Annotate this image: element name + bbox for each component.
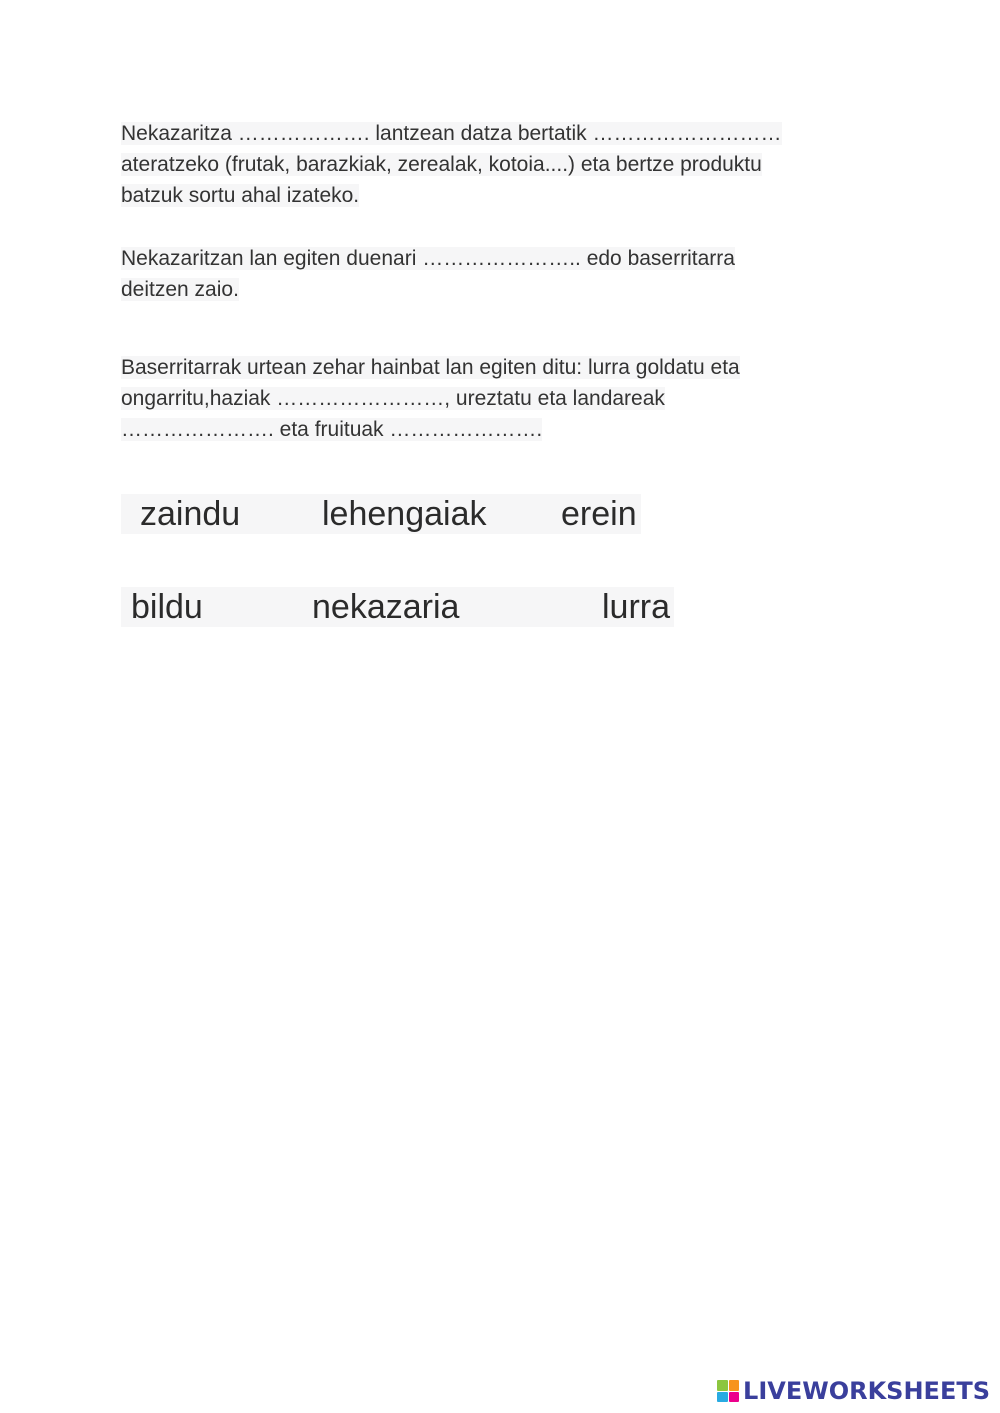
word-bank-item[interactable]: nekazaria <box>312 588 460 626</box>
paragraph-line: deitzen zaio. <box>121 278 239 301</box>
liveworksheets-logo-icon <box>717 1380 739 1402</box>
word-bank-item[interactable]: lurra <box>602 588 671 626</box>
paragraph-line: Nekazaritza ………………. lantzean datza bertatik ……………………… <box>121 122 782 145</box>
paragraph-line: …………………. eta fruituak …………………. <box>121 418 543 441</box>
paragraph-2 <box>121 243 877 305</box>
paragraph-1 <box>121 118 877 211</box>
paragraph-line: batzuk sortu ahal izateko. <box>121 184 360 207</box>
paragraph-line: Baserritarrak urtean zehar hainbat lan egiten ditu: lurra goldatu eta <box>121 356 740 379</box>
word-bank-row-1 <box>121 494 641 534</box>
word-bank-row-2 <box>121 587 674 627</box>
liveworksheets-logo <box>717 1377 990 1405</box>
paragraph-line: Nekazaritzan lan egiten duenari ………………….. edo baserritarra <box>121 247 735 270</box>
paragraph-line: ateratzeko (frutak, barazkiak, zerealak, kotoia....) eta bertze produktu <box>121 153 762 176</box>
paragraph-3 <box>121 352 877 445</box>
word-bank-item[interactable]: erein <box>561 495 637 533</box>
word-bank-item[interactable]: zaindu <box>140 495 241 533</box>
paragraph-line: ongarritu,haziak ……………………, ureztatu eta landareak <box>121 387 665 410</box>
logo-text: LIVEWORKSHEETS <box>743 1377 990 1405</box>
word-bank-item[interactable]: lehengaiak <box>322 495 487 533</box>
word-bank-item[interactable]: bildu <box>131 588 203 626</box>
